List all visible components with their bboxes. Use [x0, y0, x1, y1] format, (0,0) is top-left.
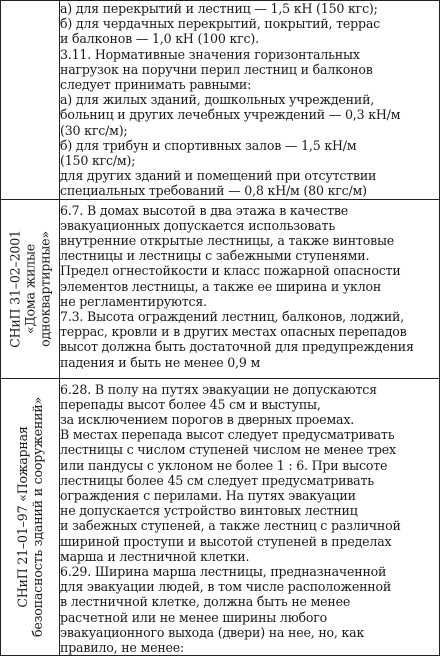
text-line: лестницы и лестницы с забежными ступенями.: [60, 248, 370, 264]
text-line: 6.29. Ширина марша лестницы, предназначенной: [60, 564, 387, 580]
requirements-cell: [60, 1, 440, 200]
table-row: [1, 199, 440, 378]
text-line: В местах перепада высот следует предусматривать: [60, 427, 395, 443]
text-line: перепады высот более 45 см и выступы,: [60, 396, 321, 412]
text-line: 6.7. В домах высотой в два этажа в качестве: [60, 202, 349, 218]
text-line: следует принимать равными:: [60, 77, 252, 93]
text-line: внутренние открытые лестницы, а также винтовые: [60, 233, 395, 249]
label-line: «Дома жилые: [22, 243, 38, 334]
text-line: лестницы с числом ступеней числом не менее трех: [60, 442, 396, 458]
text-line: для других зданий и помещений при отсутствии: [60, 168, 377, 184]
text-line: для эвакуации людей, в том числе расположенной: [60, 579, 392, 595]
document-label-cell: [1, 199, 60, 378]
text-line: (30 кгс/м);: [60, 122, 128, 138]
table-row: [1, 378, 440, 656]
text-line: а) для перекрытий и лестниц — 1,5 кН (150 кгс);: [60, 1, 378, 16]
text-line: а) для жилых зданий, дошкольных учреждений,: [60, 92, 375, 108]
text-line: лестницы более 45 см следует предусматривать: [60, 472, 374, 488]
text-line: и балконов — 1,0 кН (100 кгс).: [60, 31, 259, 47]
text-line: б) для трибун и спортивных залов — 1,5 кН/м: [60, 137, 357, 153]
text-line: в лестничной клетке, должна быть не менее: [60, 594, 351, 610]
text-line: нагрузок на поручни перил лестниц и балконов: [60, 61, 373, 77]
label-line: безопасность зданий и сооружений»: [30, 396, 45, 637]
label-line: одноквартирные»: [37, 230, 53, 347]
text-line: правило, не менее:: [60, 640, 185, 656]
text-line: высот должна быть достаточной для предупреждения: [60, 339, 414, 355]
text-line: марша и лестничной клетки.: [60, 548, 250, 564]
document-label: [8, 230, 53, 348]
text-line: (150 кгс/м);: [60, 153, 136, 169]
text-line: 3.11. Нормативные значения горизонтальных: [60, 46, 360, 62]
text-line: ограждения с перилами. На путях эвакуации: [60, 488, 356, 504]
label-line: СНиП 31–02–2001: [7, 229, 23, 348]
text-line: больниц и других лечебных учреждений — 0,3 кН/м: [60, 107, 401, 123]
text-line: 7.3. Высота ограждений лестниц, балконов, лоджий,: [60, 309, 405, 325]
label-line: СНиП 21–01–97 «Пожарная: [15, 426, 30, 608]
document-label-cell: [1, 1, 60, 200]
text-line: специальных требований — 0,8 кН/м (80 кгс/м): [60, 183, 367, 199]
text-line: за исключением порогов в дверных проемах.: [60, 412, 355, 428]
text-line: не регламентируются.: [60, 293, 207, 309]
text-line: б) для чердачных перекрытий, покрытий, террас: [60, 16, 381, 32]
text-line: не допускается устройство винтовых лестниц: [60, 503, 358, 519]
text-line: и забежных ступеней, а также лестниц с различной: [60, 518, 401, 534]
text-line: террас, кровли и в других местах опасных перепадов: [60, 324, 407, 340]
text-line: Предел огнестойкости и класс пожарной опасности: [60, 263, 401, 279]
text-line: эвакуационных допускается использовать: [60, 217, 335, 233]
text-line: эвакуационного выхода (двери) на нее, но, как: [60, 624, 365, 640]
text-line: расчетной или не менее ширины любого: [60, 609, 328, 625]
text-line: или пандусы с уклоном не более 1 : 6. При высоте: [60, 457, 388, 473]
text-line: падения и быть не менее 0,9 м: [60, 354, 261, 370]
text-line: шириной проступи и высотой ступеней в пределах: [60, 533, 392, 549]
text-line: элементов лестницы, а также ее ширина и уклон: [60, 278, 382, 294]
text-line: 6.28. В полу на путях эвакуации не допускаются: [60, 381, 377, 397]
document-label: [15, 397, 45, 637]
requirements-cell: [60, 199, 440, 378]
document-label-cell: [1, 378, 60, 656]
requirements-cell: [60, 378, 440, 656]
table-row: [1, 1, 440, 200]
